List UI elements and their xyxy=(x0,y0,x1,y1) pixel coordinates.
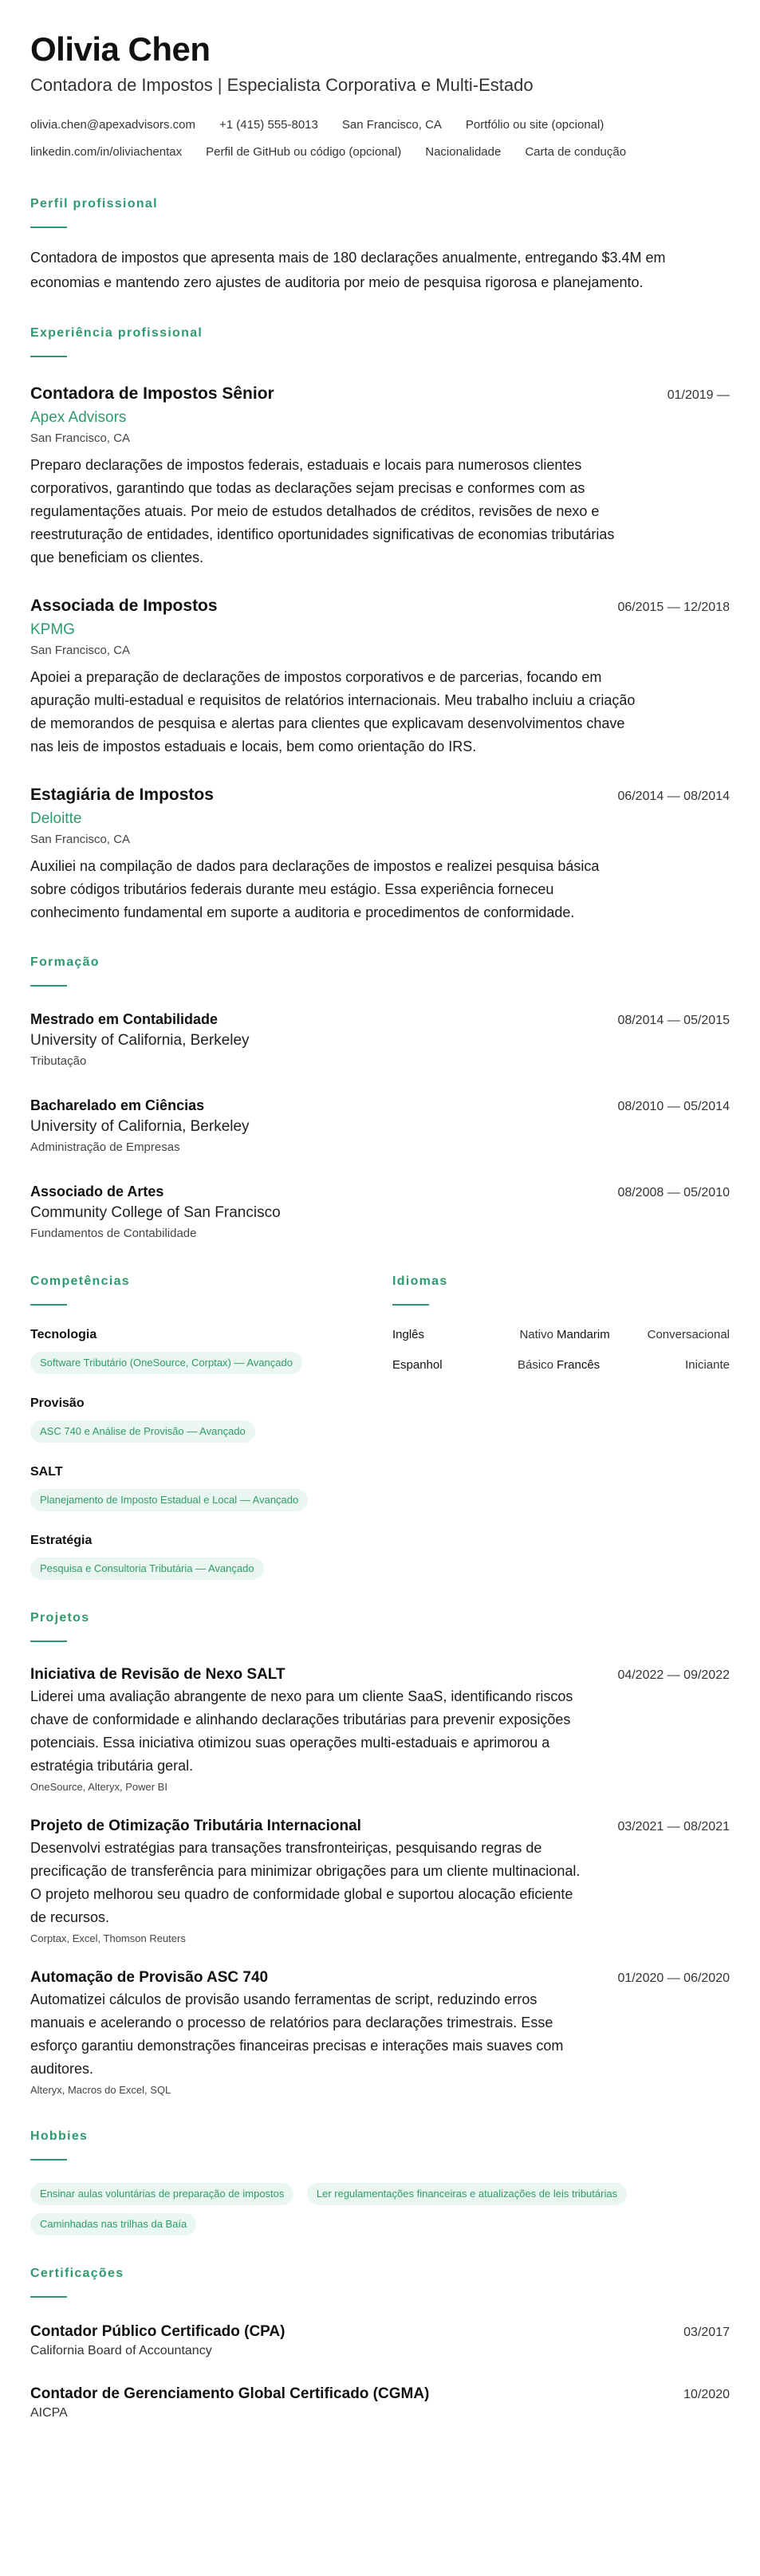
language-name: Inglês xyxy=(392,1328,425,1341)
job-description: Preparo declarações de impostos federais, estaduais e locais para numerosos clientes corporativos, garantindo que todas as declarações sejam precisas e conformes com as regulamentações atuais. Por meio de estudos detalhados de créditos, revisões de nexo e reestruturação de entidades, identifico oportunidades significativas de economias tributárias que beneficiam os clientes. xyxy=(30,457,615,565)
summary-section xyxy=(30,196,730,295)
project-description: Automatizei cálculos de provisão usando ferramentas de script, reduzindo erros manuais e acelerando o processo de relatórios para declarações trimestrais. Esse esforço garantiu demonstrações financeiras precisas e interações mais suaves com auditores. xyxy=(30,1991,564,2077)
section-title: Idiomas xyxy=(392,1274,448,1288)
certification-entry xyxy=(30,2384,730,2422)
section-title: Hobbies xyxy=(30,2129,89,2143)
job-date: 06/2014 — 08/2014 xyxy=(617,790,730,803)
skill-name: Provisão xyxy=(30,1396,85,1410)
contact-linkedin[interactable]: linkedin.com/in/oliviachentax xyxy=(30,145,183,159)
language-level: Conversacional xyxy=(647,1328,730,1341)
contact-license: Carta de condução xyxy=(525,145,627,159)
education-area: Fundamentos de Contabilidade xyxy=(30,1227,197,1240)
job-location: San Francisco, CA xyxy=(30,431,131,445)
language-name: Mandarim xyxy=(557,1328,610,1341)
summary-text: Contadora de impostos que apresenta mais de 180 declarações anualmente, entregando $3.4M em economias e mantendo zero ajustes de auditoria por meio de pesquisa rigorosa e planejamento. xyxy=(30,250,666,290)
certification-issuer: AICPA xyxy=(30,2406,68,2420)
certifications-section xyxy=(30,2266,730,2422)
education-entry xyxy=(30,1095,730,1157)
education-school: Community College of San Francisco xyxy=(30,1204,281,1221)
education-school: University of California, Berkeley xyxy=(30,1118,250,1135)
certification-date: 03/2017 xyxy=(683,2326,730,2339)
education-date: 08/2008 — 05/2010 xyxy=(617,1186,730,1199)
education-section xyxy=(30,955,730,1243)
job-entry xyxy=(30,383,730,569)
certification-title: Contador Público Certificado (CPA) xyxy=(30,2323,285,2340)
certification-title: Contador de Gerenciamento Global Certificado (CGMA) xyxy=(30,2385,430,2402)
hobby-chip: Caminhadas nas trilhas da Baía xyxy=(30,2213,196,2235)
education-area: Administração de Empresas xyxy=(30,1140,180,1154)
skills-languages-row xyxy=(30,1274,730,1580)
section-divider xyxy=(30,2159,67,2160)
job-date: 01/2019 — xyxy=(667,388,730,402)
person-name: Olivia Chen xyxy=(30,30,211,68)
experience-section xyxy=(30,325,730,924)
job-location: San Francisco, CA xyxy=(30,833,131,846)
section-divider xyxy=(30,985,67,987)
skill-group xyxy=(30,1532,392,1580)
job-company: KPMG xyxy=(30,621,75,638)
hobby-chip: Ensinar aulas voluntárias de preparação de impostos xyxy=(30,2183,293,2205)
certification-date: 10/2020 xyxy=(683,2388,730,2401)
languages-section xyxy=(392,1274,730,1580)
skill-keyword-chip: Pesquisa e Consultoria Tributária — Avançado xyxy=(30,1558,264,1580)
job-description: Apoiei a preparação de declarações de impostos corporativos e de parcerias, focando em apuração multi-estadual e requisitos de relatórios internacionais. Meu trabalho incluiu a criação de memorandos de pesquisa e alertas para clientes que explicavam desenvolvimentos chave nas leis de impostos estaduais e locais, bem como orientação do IRS. xyxy=(30,669,636,754)
project-date: 03/2021 — 08/2021 xyxy=(617,1820,730,1834)
languages-grid xyxy=(392,1326,730,1374)
education-area: Tributação xyxy=(30,1054,87,1068)
project-date: 01/2020 — 06/2020 xyxy=(617,1971,730,1985)
section-title: Competências xyxy=(30,1274,130,1288)
project-entry xyxy=(30,1816,730,1947)
job-description: Auxiliei na compilação de dados para declarações de impostos e realizei pesquisa básica sobre códigos tributários federais durante meu estágio. Essa experiência forneceu conhecimento fundamental em suporte a auditoria e procedimentos de conformidade. xyxy=(30,858,600,920)
education-entry xyxy=(30,1181,730,1243)
hobbies-list xyxy=(30,2175,732,2235)
language-level: Iniciante xyxy=(685,1358,730,1372)
section-title: Experiência profissional xyxy=(30,326,203,340)
skill-group xyxy=(30,1463,392,1511)
project-title: Projeto de Otimização Tributária Internacional xyxy=(30,1818,361,1834)
education-entry xyxy=(30,1009,730,1071)
contact-info xyxy=(30,112,730,166)
job-title: Estagiária de Impostos xyxy=(30,786,214,804)
language-level: Básico xyxy=(517,1358,553,1372)
section-divider xyxy=(30,2296,67,2298)
project-entry xyxy=(30,1664,730,1795)
education-date: 08/2010 — 05/2014 xyxy=(617,1100,730,1113)
projects-section xyxy=(30,1610,730,2098)
language-level: Nativo xyxy=(519,1328,553,1341)
contact-nationality: Nacionalidade xyxy=(425,145,502,159)
contact-portfolio[interactable]: Portfólio ou site (opcional) xyxy=(465,118,604,132)
job-title: Contadora de Impostos Sênior xyxy=(30,384,274,403)
certification-issuer: California Board of Accountancy xyxy=(30,2344,212,2357)
job-company: Apex Advisors xyxy=(30,409,127,426)
language-name: Espanhol xyxy=(392,1358,443,1372)
headline: Contadora de Impostos | Especialista Corporativa e Multi-Estado xyxy=(30,75,534,95)
language-name: Francês xyxy=(557,1358,601,1372)
resume-header xyxy=(30,29,730,166)
hobbies-section xyxy=(30,2129,730,2235)
section-divider xyxy=(30,1641,67,1642)
section-divider xyxy=(392,1304,429,1306)
contact-phone[interactable]: +1 (415) 555-8013 xyxy=(219,118,318,132)
job-title: Associada de Impostos xyxy=(30,597,218,615)
section-divider xyxy=(30,1304,67,1306)
section-divider xyxy=(30,226,67,228)
project-keywords: Alteryx, Macros do Excel, SQL xyxy=(30,2084,171,2096)
project-date: 04/2022 — 09/2022 xyxy=(617,1668,730,1682)
certification-entry xyxy=(30,2322,730,2360)
section-title: Perfil profissional xyxy=(30,197,158,211)
project-keywords: Corptax, Excel, Thomson Reuters xyxy=(30,1932,186,1944)
education-date: 08/2014 — 05/2015 xyxy=(617,1014,730,1027)
section-title: Projetos xyxy=(30,1611,90,1625)
hobby-chip: Ler regulamentações financeiras e atualizações de leis tributárias xyxy=(307,2183,627,2205)
contact-github[interactable]: Perfil de GitHub ou código (opcional) xyxy=(206,145,402,159)
skill-name: SALT xyxy=(30,1465,63,1479)
project-description: Desenvolvi estratégias para transações transfronteiriças, pesquisando regras de precificação de transferência para minimizar obrigações para um cliente multinacional. O projeto melhorou seu quadro de conformidade global e suportou alocação eficiente de recursos. xyxy=(30,1840,581,1925)
section-title: Formação xyxy=(30,955,100,969)
contact-email[interactable]: olivia.chen@apexadvisors.com xyxy=(30,118,195,132)
project-title: Automação de Provisão ASC 740 xyxy=(30,1969,269,1986)
skill-name: Estratégia xyxy=(30,1534,93,1547)
skill-group xyxy=(30,1395,392,1443)
job-date: 06/2015 — 12/2018 xyxy=(617,601,730,614)
education-degree: Mestrado em Contabilidade xyxy=(30,1011,219,1027)
job-location: San Francisco, CA xyxy=(30,644,131,657)
skill-keyword-chip: Software Tributário (OneSource, Corptax) — Avançado xyxy=(30,1352,302,1374)
education-degree: Associado de Artes xyxy=(30,1184,164,1199)
job-company: Deloitte xyxy=(30,810,82,827)
project-entry xyxy=(30,1967,730,2098)
project-keywords: OneSource, Alteryx, Power BI xyxy=(30,1781,167,1793)
project-title: Iniciativa de Revisão de Nexo SALT xyxy=(30,1666,285,1683)
project-description: Liderei uma avaliação abrangente de nexo para um cliente SaaS, identificando riscos chave de conformidade e alinhando declarações tributárias para prevenir exposições potenciais. Essa iniciativa otimizou suas operações multi-estaduais e aprimorou a estratégia tributária geral. xyxy=(30,1688,573,1774)
skill-keyword-chip: ASC 740 e Análise de Provisão — Avançado xyxy=(30,1420,255,1443)
section-divider xyxy=(30,356,67,357)
skills-section xyxy=(30,1274,392,1580)
skill-group xyxy=(30,1326,392,1374)
education-school: University of California, Berkeley xyxy=(30,1032,250,1049)
job-entry xyxy=(30,784,730,924)
contact-location: San Francisco, CA xyxy=(341,118,442,132)
skill-keyword-chip: Planejamento de Imposto Estadual e Local — Avançado xyxy=(30,1489,308,1511)
skill-name: Tecnologia xyxy=(30,1328,97,1341)
section-title: Certificações xyxy=(30,2267,124,2280)
education-degree: Bacharelado em Ciências xyxy=(30,1097,205,1113)
job-entry xyxy=(30,595,730,758)
